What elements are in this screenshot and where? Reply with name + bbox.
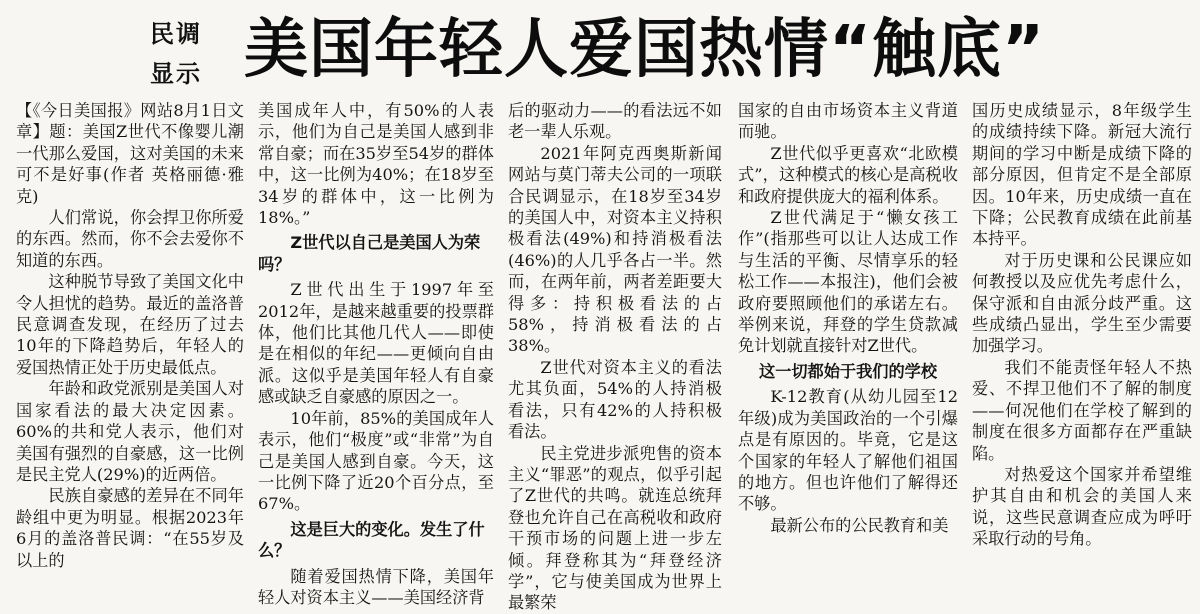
article-body: [0, 100, 1200, 613]
section-tag-line1: 民调: [150, 20, 202, 48]
paragraph: Z世代似乎更喜欢“北欧模式”，这种模式的核心是高税收和政府提供庞大的福利体系。: [738, 143, 958, 206]
paragraph: 民主党进步派兜售的资本主义“罪恶”的观点，似乎引起了Z世代的共鸣。就连总统拜登也允许自己在高税收和政府干预市场的问题上进一步左倾。拜登称其为“拜登经济学”，它与使美国成为世界上最繁荣: [508, 443, 722, 613]
lead-paragraph: 【《今日美国报》网站8月1日文章】题：美国Z世代不像婴儿潮一代那么爱国，这对美国的未来可不是好事(作者 英格丽德·雅克): [16, 101, 244, 206]
paragraph: 我们不能责怪年轻人不热爱、不捍卫他们不了解的制度——何况他们在学校了解到的制度在很多方面都存在严重缺陷。: [972, 357, 1192, 463]
paragraph-continued: 美国成年人中，有50%的人表示，他们为自己是美国人感到非常自豪；而在35岁至54岁的群体中，这一比例为40%；在18岁至34岁的群体中，这一比例为18%。”: [258, 101, 494, 228]
paragraph-continued: 国历史成绩显示，8年级学生的成绩持续下降。新冠大流行期间的学习中断是成绩下降的部分原因，但肯定不是全部原因。10年来，历史成绩一直在下降；公民教育成绩在此前基本持平。: [972, 101, 1192, 249]
paragraph: 民族自豪感的差异在不同年龄组中更为明显。根据2023年6月的盖洛普民调：“在55岁及以上的: [16, 486, 244, 570]
paragraph: 最新公布的公民教育和美: [770, 515, 949, 535]
paragraph: Z世代对资本主义的看法尤其负面，54%的人持消极看法，只有42%的人持积极看法。: [508, 357, 722, 442]
column-2: [258, 100, 494, 607]
subheading: 这是巨大的变化。发生了什么？: [258, 519, 485, 561]
column-5: [972, 100, 1192, 549]
paragraph: Z世代出生于1997年至2012年，是越来越重要的投票群体，他们比其他几代人——即使是在相似的年纪——更倾向自由派。这似乎是美国年轻人有自豪感或缺乏自豪感的原因之一。: [258, 280, 494, 407]
subheading: Z世代以自己是美国人为荣吗？: [258, 233, 481, 274]
paragraph: 2021年阿克西奥斯新闻网站与莫门蒂夫公司的一项联合民调显示，在18岁至34岁的美国人中，对资本主义持积极看法(49%)和持消极看法(46%)的人几乎各占一半。然而，在两年前，两者差距要大得多：持积极看法的占58%，持消极看法的占38%。: [508, 143, 722, 356]
paragraph: 对于历史课和公民课应如何教授以及应优先考虑什么，保守派和自由派分歧严重。这些成绩凸显出，学生至少需要加强学习。: [972, 250, 1192, 356]
headline: 美国年轻人爱国热情“触底”: [244, 13, 1046, 87]
paragraph: K-12教育(从幼儿园至12年级)成为美国政治的一个引爆点是有原因的。毕竟，它是这个国家的年轻人了解他们祖国的地方。但也许他们了解得还不够。: [738, 387, 958, 514]
section-tag-line2: 显示: [150, 60, 202, 88]
paragraph-continued: 后的驱动力——的看法远不如老一辈人乐观。: [508, 101, 722, 142]
column-1: [16, 100, 244, 570]
paragraph: 随着爱国热情下降，美国年轻人对资本主义——美国经济背: [258, 566, 494, 607]
column-3: [508, 100, 722, 613]
paragraph: 这种脱节导致了美国文化中令人担忧的趋势。最近的盖洛普民意调查发现，在经历了过去10年的下降趋势后，年轻人的爱国热情正处于历史最低点。: [16, 272, 244, 377]
paragraph-continued: 国家的自由市场资本主义背道而驰。: [738, 101, 958, 142]
paragraph: 人们常说，你会捍卫你所爱的东西。然而，你不会去爱你不知道的东西。: [16, 208, 244, 270]
paragraph: 10年前，85%的美国成年人表示，他们“极度”或“非常”为自己是美国人感到自豪。今天，这一比例下降了近20个百分点，至67%。: [258, 408, 494, 514]
paragraph: Z世代满足于“懒女孩工作”(指那些可以让人达成工作与生活的平衡、尽情享乐的轻松工作——本报注)，他们会被政府要照顾他们的承诺左右。举例来说，拜登的学生贷款减免计划就直接针对Z世代。: [738, 208, 958, 356]
article-header: [0, 0, 1200, 100]
paragraph: 年龄和政党派别是美国人对国家看法的最大决定因素。60%的共和党人表示，他们对美国有强烈的自豪感，这一比例是民主党人(29%)的近两倍。: [16, 379, 244, 484]
subheading: 这一切都始于我们的学校: [758, 361, 938, 381]
column-4: [738, 100, 958, 546]
paragraph: 对热爱这个国家并希望维护其自由和机会的美国人来说，这些民意调查应成为呼吁采取行动的号角。: [972, 464, 1192, 549]
